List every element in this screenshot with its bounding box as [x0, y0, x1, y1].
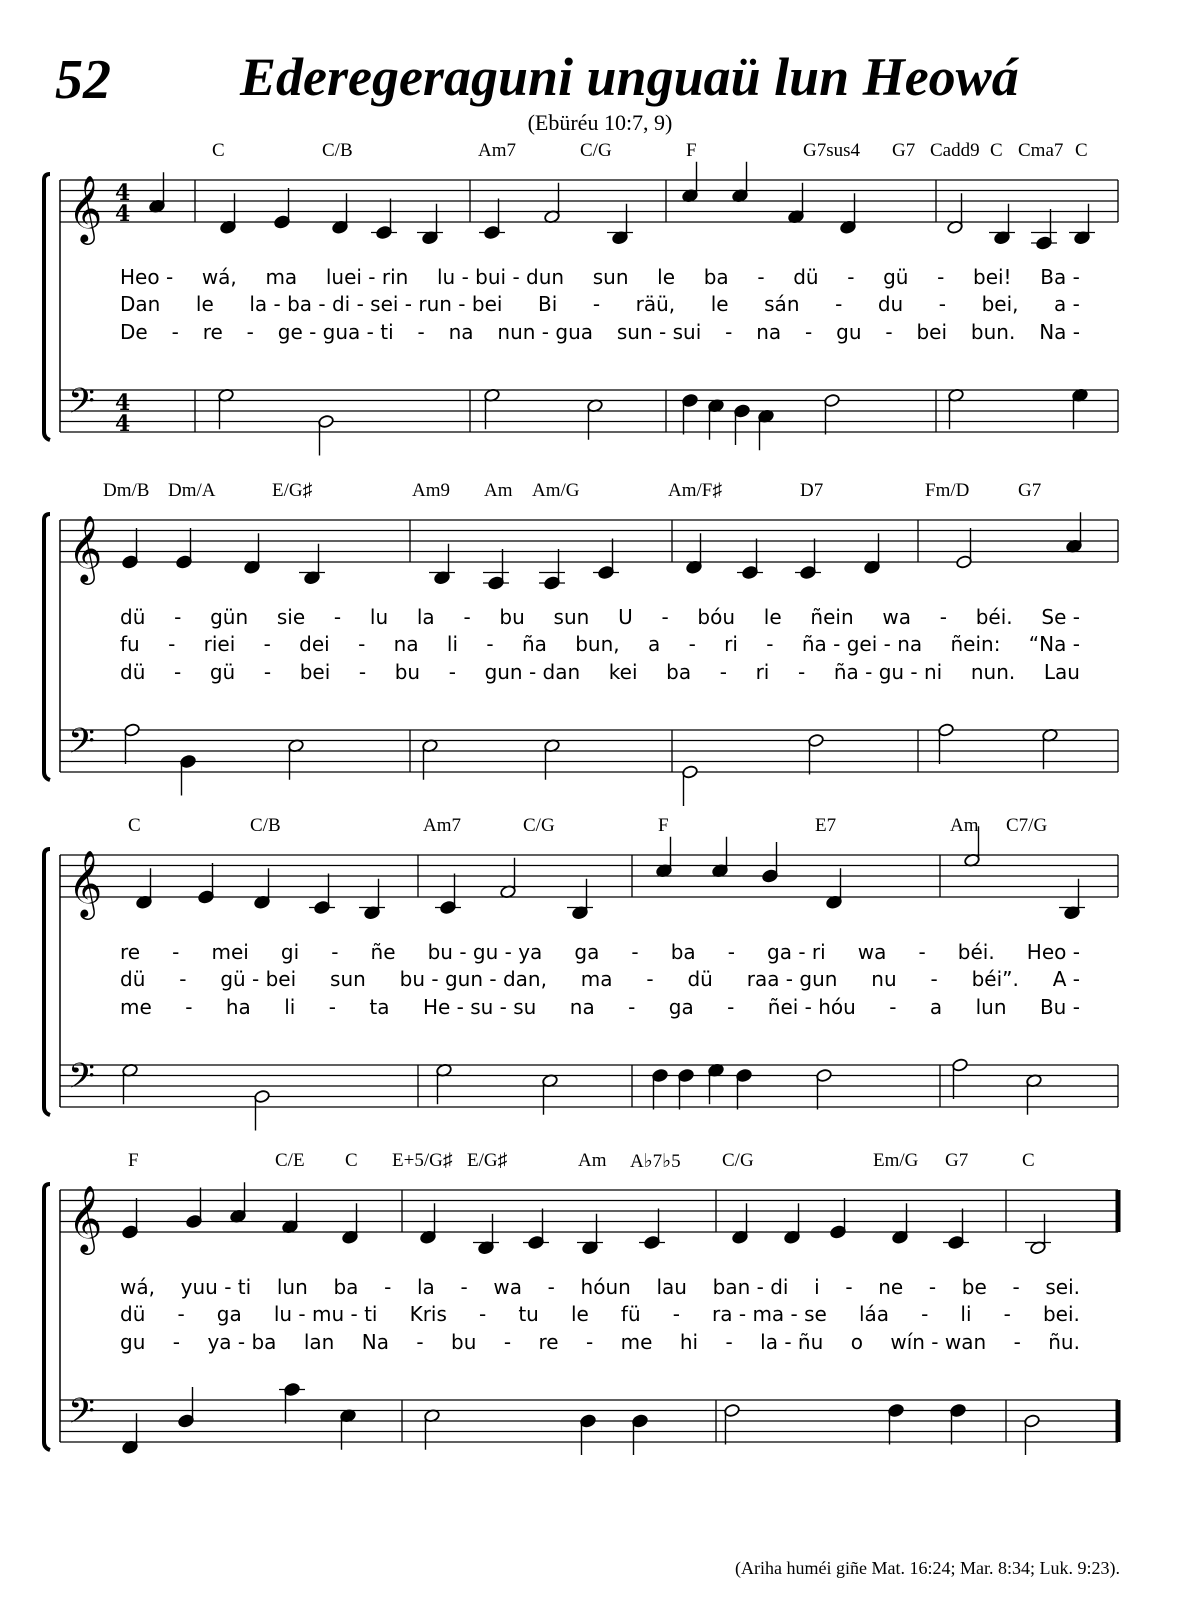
chord-symbol: Am [950, 815, 979, 836]
lyric-syllable: ge - gua - ti [277, 320, 394, 344]
lyric-syllable: - [333, 605, 342, 629]
lyric-syllable: yuu - ti [180, 1275, 252, 1299]
lyric-syllable: - [1013, 1330, 1021, 1354]
treble-clef-icon: 𝄞 [68, 849, 103, 917]
chord-symbol: G7 [945, 1150, 969, 1171]
lyric-syllable: - [503, 1330, 512, 1354]
lyric-syllable: - [661, 605, 669, 629]
lyric-syllable: le [657, 265, 676, 289]
chord-symbol: C [990, 140, 1003, 161]
lyric-syllable: bu [394, 660, 421, 684]
lyric-syllable: ri [755, 660, 770, 684]
lyric-syllable: - [246, 320, 254, 344]
lyric-syllable: hi [679, 1330, 699, 1354]
lyric-syllable: - [928, 1275, 937, 1299]
chord-symbol: Am/G [532, 480, 580, 501]
chord-symbol: G7sus4 [803, 140, 861, 161]
chord-symbol: E+5/G♯ [392, 1150, 453, 1171]
lyric-syllable: - [918, 940, 926, 964]
chord-symbol: F [128, 1150, 139, 1171]
lyric-syllable: - [486, 632, 494, 656]
lyric-syllable: ga [668, 995, 694, 1019]
footnote: (Ariha huméi giñe Mat. 16:24; Mar. 8:34; Luk. 9:23). [735, 1558, 1120, 1578]
lyric-syllable: bei! [973, 265, 1012, 289]
lyric-syllable: - [331, 940, 339, 964]
chord-symbol: C/E [275, 1150, 305, 1171]
lyric-syllable: ri [724, 632, 738, 656]
lyric-syllable: sun - sui [616, 320, 702, 344]
lyric-syllable: du [877, 292, 904, 316]
chord-symbol: Dm/B [103, 480, 150, 501]
chord-symbol: F [686, 140, 697, 161]
lyric-syllable: la [416, 1275, 435, 1299]
lyric-syllable: la - ñu [760, 1330, 824, 1354]
chord-symbol: A♭7♭5 [630, 1151, 681, 1172]
music-system [0, 1150, 1200, 1470]
lyric-syllable: - [174, 605, 182, 629]
lyric-syllable: dü [120, 1302, 146, 1326]
system-bracket [44, 514, 50, 780]
lyric-syllable: a [929, 995, 943, 1019]
chord-symbol: F [658, 815, 669, 836]
lyric-verse-3 [120, 660, 1080, 684]
lyric-syllable: - [805, 320, 813, 344]
lyric-syllable: - [263, 632, 271, 656]
bass-clef-icon: 𝄢 [68, 1390, 96, 1440]
lyric-syllable: bun, [575, 632, 620, 656]
lyric-syllable: ra - ma - se [712, 1302, 827, 1326]
lyric-syllable: luei - rin [325, 265, 409, 289]
lyric-syllable: lu [369, 605, 389, 629]
lyric-syllable: ña - gu - ni [833, 660, 943, 684]
lyric-syllable: le [195, 292, 214, 316]
lyric-syllable: He - su - su [422, 995, 537, 1019]
lyric-syllable: gü - bei [220, 967, 297, 991]
time-signature: 4 [115, 411, 131, 437]
lyric-syllable: ñei - hóu [767, 995, 856, 1019]
chord-symbol: G7 [1018, 480, 1042, 501]
lyric-syllable: gün [210, 605, 249, 629]
lyric-syllable: - [628, 995, 636, 1019]
lyric-verse-1 [120, 265, 1080, 289]
lyric-syllable: dü [687, 967, 713, 991]
lyric-syllable: na [756, 320, 782, 344]
lyric-syllable: bei [916, 320, 948, 344]
lyric-syllable: - [416, 1330, 424, 1354]
lyric-syllable: Ba - [1040, 265, 1080, 289]
lyric-syllable: - [417, 320, 425, 344]
lyric-syllable: sun [330, 967, 366, 991]
lyric-verse-1 [120, 1275, 1080, 1299]
lyric-syllable: U [618, 605, 633, 629]
bass-clef-icon: 𝄢 [68, 380, 96, 430]
lyric-syllable: ga [216, 1302, 242, 1326]
lyric-syllable: ba [666, 660, 692, 684]
lyric-syllable: - [939, 605, 947, 629]
lyric-syllable: Heo - [1026, 940, 1080, 964]
chord-symbol: C [212, 140, 225, 161]
lyric-syllable: béi. [975, 605, 1013, 629]
lyric-syllable: raa - gun [746, 967, 838, 991]
lyric-syllable: Na - [1039, 320, 1080, 344]
lyric-syllable: - [631, 940, 639, 964]
lyric-syllable: Kris [409, 1302, 447, 1326]
chord-symbol: Cadd9 [930, 140, 980, 161]
lyric-syllable: láa [858, 1302, 890, 1326]
lyric-syllable: li [284, 995, 296, 1019]
lyric-syllable: - [185, 995, 193, 1019]
lyric-syllable: - [725, 1330, 733, 1354]
lyric-syllable: gu [836, 320, 862, 344]
scripture-reference: (Ebüréu 10:7, 9) [527, 110, 673, 135]
lyric-syllable: sie [276, 605, 306, 629]
lyric-verse-2 [120, 967, 1080, 991]
treble-clef-icon: 𝄞 [68, 1184, 103, 1252]
chord-symbol: Am7 [478, 140, 516, 161]
lyric-syllable: lun [276, 1275, 308, 1299]
chord-symbol: C/G [523, 815, 555, 836]
lyric-syllable: - [263, 660, 272, 684]
lyric-syllable: bei, [981, 292, 1019, 316]
lyric-syllable: wín - wan [890, 1330, 987, 1354]
lyric-syllable: dü [120, 967, 146, 991]
lyric-syllable: ña - gei - na [801, 632, 923, 656]
lyric-syllable: - [177, 1302, 185, 1326]
lyric-syllable: - [766, 632, 774, 656]
lyric-syllable: na [448, 320, 474, 344]
system-bracket [44, 849, 50, 1115]
lyric-syllable: lun [975, 995, 1007, 1019]
bass-clef-icon: 𝄢 [68, 720, 96, 770]
chord-symbol: C [128, 815, 141, 836]
lyric-syllable: li [446, 632, 459, 656]
lyric-syllable: lau [656, 1275, 687, 1299]
chord-symbol: G7 [892, 140, 916, 161]
bass-clef-icon: 𝄢 [68, 1055, 96, 1105]
lyric-syllable: bu - gu - ya [427, 940, 543, 964]
lyric-verse-2 [120, 1302, 1080, 1326]
lyric-syllable: - [889, 995, 897, 1019]
lyric-syllable: béi. [957, 940, 995, 964]
chord-symbol: C/G [722, 1150, 754, 1171]
lyric-syllable: sun [553, 605, 590, 629]
lyric-verse-3 [120, 995, 1080, 1019]
lyric-syllable: - [847, 265, 855, 289]
lyric-syllable: - [646, 967, 654, 991]
chord-symbol: C7/G [1006, 815, 1048, 836]
chord-symbol: Fm/D [925, 480, 970, 501]
lyric-syllable: - [1012, 1275, 1020, 1299]
lyric-syllable: - [688, 632, 696, 656]
lyric-syllable: - [757, 265, 765, 289]
music-system [0, 480, 1200, 800]
system-bracket [44, 1184, 50, 1450]
lyric-syllable: la [416, 605, 435, 629]
lyric-syllable: riei [203, 632, 236, 656]
lyric-syllable: ma [580, 967, 613, 991]
lyric-syllable: ma [265, 265, 298, 289]
lyric-syllable: bóu [697, 605, 736, 629]
lyric-syllable: - [845, 1275, 853, 1299]
lyric-syllable: tu [518, 1302, 539, 1326]
lyric-syllable: - [168, 632, 176, 656]
chord-symbol: D7 [800, 480, 824, 501]
lyric-syllable: - [921, 1302, 929, 1326]
chord-symbol: Am9 [412, 480, 450, 501]
system-bracket [44, 174, 50, 440]
lyric-syllable: ñe [370, 940, 396, 964]
lyric-syllable: Na [361, 1330, 389, 1354]
lyric-syllable: räü, [635, 292, 676, 316]
lyric-syllable: sun [592, 265, 629, 289]
lyric-syllable: - [384, 1275, 392, 1299]
lyric-syllable: - [172, 940, 180, 964]
lyric-syllable: re [538, 1330, 559, 1354]
music-system [0, 815, 1200, 1135]
lyric-syllable: gü [209, 660, 236, 684]
lyric-syllable: Heo - [120, 265, 174, 289]
lyric-syllable: le [763, 605, 782, 629]
lyric-syllable: - [727, 940, 735, 964]
lyric-syllable: mei [211, 940, 249, 964]
lyric-syllable: ba [670, 940, 696, 964]
lyric-syllable: bun. [970, 320, 1016, 344]
time-signature: 4 [115, 201, 131, 227]
lyric-syllable: wa [882, 605, 911, 629]
chord-symbol: Cma7 [1018, 140, 1064, 161]
lyric-syllable: i [814, 1275, 820, 1299]
chord-symbol: C [1022, 1150, 1035, 1171]
lyric-syllable: hóun [580, 1275, 631, 1299]
lyric-syllable: - [835, 292, 843, 316]
lyric-syllable: - [172, 1330, 181, 1354]
lyric-syllable: - [930, 967, 938, 991]
chord-symbol: E/G♯ [272, 480, 313, 501]
chord-symbol: Am [578, 1150, 607, 1171]
lyric-syllable: gu [120, 1330, 146, 1354]
lyric-syllable: le [710, 292, 729, 316]
lyric-syllable: wa [857, 940, 887, 964]
chord-symbol: Am/F♯ [668, 480, 722, 501]
lyric-syllable: ga [574, 940, 600, 964]
lyric-syllable: - [885, 320, 893, 344]
lyric-syllable: bu - gun - dan, [399, 967, 547, 991]
lyric-syllable: dü [120, 660, 146, 684]
lyric-syllable: Se - [1041, 605, 1080, 629]
chord-symbol: Am7 [423, 815, 461, 836]
lyric-syllable: sei. [1045, 1275, 1080, 1299]
lyric-syllable: gi [280, 940, 300, 964]
lyric-syllable: ha [225, 995, 251, 1019]
lyric-syllable: ne [878, 1275, 904, 1299]
lyric-syllable: ban - di [712, 1275, 789, 1299]
lyric-syllable: dü [793, 265, 819, 289]
lyric-verse-2 [120, 292, 1080, 316]
lyric-syllable: - [797, 660, 806, 684]
lyric-syllable: lu - mu - ti [273, 1302, 378, 1326]
lyric-syllable: dei [299, 632, 330, 656]
lyric-verse-1 [120, 605, 1080, 629]
lyric-syllable: a [647, 632, 661, 656]
lyric-syllable: ba [333, 1275, 359, 1299]
lyric-syllable: ña [521, 632, 547, 656]
chord-symbol: C/B [322, 140, 353, 161]
chord-symbol: C/B [250, 815, 281, 836]
treble-clef-icon: 𝄞 [68, 514, 103, 582]
lyric-syllable: - [463, 605, 471, 629]
chord-symbol: E/G♯ [467, 1150, 508, 1171]
lyric-verse-1 [120, 940, 1080, 964]
lyric-syllable: Lau [1043, 660, 1080, 684]
lyric-syllable: fu [120, 632, 140, 656]
lyric-syllable: - [358, 660, 367, 684]
lyric-syllable: ñein [810, 605, 854, 629]
lyric-syllable: ba [703, 265, 729, 289]
lyric-syllable: - [586, 1330, 594, 1354]
lyric-syllable: wa [493, 1275, 522, 1299]
lyric-syllable: - [358, 632, 366, 656]
lyric-verse-3 [120, 320, 1080, 344]
lyric-syllable: ñein: [950, 632, 1001, 656]
lyric-syllable: - [328, 995, 336, 1019]
lyric-syllable: o [850, 1330, 863, 1354]
time-signature: 4 [115, 390, 131, 416]
lyric-syllable: fü [620, 1302, 641, 1326]
lyric-syllable: a - [1054, 292, 1080, 316]
lyric-syllable: - [938, 292, 946, 316]
lyric-syllable: “Na - [1028, 632, 1080, 656]
lyric-syllable: re [120, 940, 141, 964]
lyric-syllable: dü [120, 605, 146, 629]
lyric-syllable: me [120, 995, 152, 1019]
lyric-syllable: - [672, 1302, 680, 1326]
lyric-syllable: - [179, 967, 187, 991]
lyric-verse-3 [120, 1330, 1080, 1354]
chord-symbol: C [345, 1150, 358, 1171]
lyric-syllable: - [725, 320, 733, 344]
lyric-syllable: - [448, 660, 456, 684]
lyric-verse-2 [120, 632, 1080, 656]
chord-symbol: Dm/A [168, 480, 216, 501]
chord-symbol: E7 [815, 815, 837, 836]
chord-symbol: C/G [580, 140, 612, 161]
lyric-syllable: Bi [538, 292, 558, 316]
lyric-syllable: ga - ri [767, 940, 826, 964]
lyric-syllable: wá, [201, 265, 237, 289]
lyric-syllable: - [937, 265, 945, 289]
lyric-syllable: - [547, 1275, 555, 1299]
time-signature: 4 [115, 180, 131, 206]
lyric-syllable: la - ba - di - sei - run - bei [249, 292, 503, 316]
lyric-syllable: bei. [1042, 1302, 1080, 1326]
lyric-syllable: béi”. [971, 967, 1019, 991]
lyric-syllable: Dan [120, 292, 161, 316]
lyric-syllable: na [393, 632, 419, 656]
lyric-syllable: ñu. [1048, 1330, 1080, 1354]
chord-symbol: Em/G [873, 1150, 919, 1171]
lyric-syllable: - [171, 320, 179, 344]
lyric-syllable: Bu - [1039, 995, 1080, 1019]
lyric-syllable: lu - bui - dun [437, 265, 565, 289]
lyric-syllable: li [960, 1302, 972, 1326]
lyric-syllable: - [719, 660, 727, 684]
lyric-syllable: kei [608, 660, 638, 684]
lyric-syllable: be [961, 1275, 987, 1299]
lyric-syllable: lan [303, 1330, 335, 1354]
lyric-syllable: gü [883, 265, 909, 289]
lyric-syllable: nu [871, 967, 897, 991]
chord-symbol: C [1075, 140, 1088, 161]
lyric-syllable: sán [764, 292, 800, 316]
lyric-syllable: ta [369, 995, 390, 1019]
lyric-syllable: na [569, 995, 595, 1019]
lyric-syllable: - [727, 995, 735, 1019]
lyric-syllable: ya - ba [207, 1330, 277, 1354]
lyric-syllable: - [592, 292, 601, 316]
hymn-number: 52 [55, 49, 111, 111]
lyric-syllable: me [620, 1330, 653, 1354]
lyric-syllable: A - [1052, 967, 1080, 991]
lyric-syllable: nun. [970, 660, 1016, 684]
lyric-syllable: - [460, 1275, 468, 1299]
lyric-syllable: le [570, 1302, 589, 1326]
music-system [0, 140, 1200, 460]
lyric-syllable: - [1003, 1302, 1011, 1326]
treble-clef-icon: 𝄞 [68, 174, 103, 242]
lyric-syllable: - [479, 1302, 487, 1326]
lyric-syllable: nun - gua [497, 320, 594, 344]
lyric-syllable: bu [499, 605, 525, 629]
hymn-title: Ederegeraguni unguaü lun Heowá [240, 47, 1019, 107]
lyric-syllable: bei [299, 660, 331, 684]
lyric-syllable: gun - dan [484, 660, 581, 684]
lyric-syllable: De [120, 320, 148, 344]
lyric-syllable: wá, [120, 1275, 155, 1299]
lyric-syllable: - [174, 660, 182, 684]
lyric-syllable: re [202, 320, 223, 344]
lyric-syllable: bu [451, 1330, 477, 1354]
chord-symbol: Am [484, 480, 513, 501]
